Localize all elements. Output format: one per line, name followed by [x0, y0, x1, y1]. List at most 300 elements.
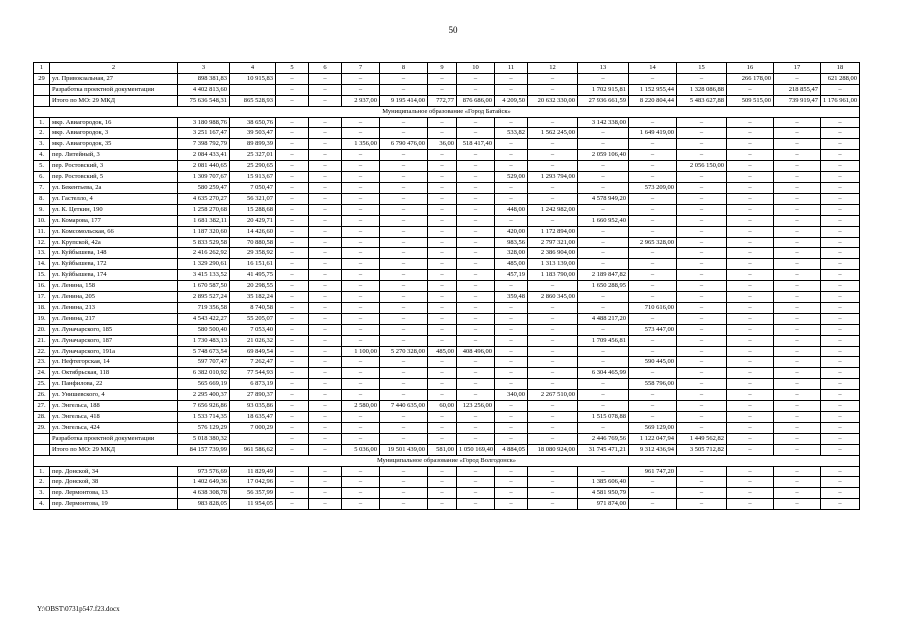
value-cell: 448,00	[495, 204, 528, 215]
value-cell: –	[342, 422, 380, 433]
value-cell: –	[677, 73, 727, 84]
value-cell: 1 385 606,40	[578, 477, 629, 488]
row-number-cell: 19.	[34, 313, 50, 324]
value-cell: –	[457, 281, 495, 292]
value-cell: –	[578, 357, 629, 368]
value-cell: –	[428, 270, 457, 281]
value-cell: –	[276, 161, 309, 172]
value-cell: –	[578, 161, 629, 172]
value-cell: –	[342, 466, 380, 477]
value-cell: –	[428, 422, 457, 433]
value-cell: –	[380, 281, 428, 292]
value-cell: 485,00	[495, 259, 528, 270]
address-cell: ул. Ленина, 158	[50, 281, 178, 292]
value-cell: –	[380, 324, 428, 335]
value-cell: –	[821, 248, 860, 259]
table-row	[34, 73, 860, 84]
value-cell: –	[774, 379, 821, 390]
value-cell: –	[727, 444, 774, 455]
value-cell: –	[774, 357, 821, 368]
value-cell: 565 669,19	[178, 379, 230, 390]
value-cell: 38 650,76	[230, 117, 276, 128]
value-cell: –	[309, 237, 342, 248]
value-cell: 898 381,83	[178, 73, 230, 84]
value-cell: 2 965 328,00	[629, 237, 677, 248]
value-cell: –	[380, 215, 428, 226]
address-cell: мкр. Авиагородок, 3	[50, 128, 178, 139]
value-cell: –	[677, 379, 727, 390]
value-cell: –	[342, 488, 380, 499]
column-number-cell: 14	[629, 63, 677, 74]
value-cell: –	[677, 292, 727, 303]
value-cell: 20 298,55	[230, 281, 276, 292]
value-cell: –	[309, 346, 342, 357]
table-row	[34, 182, 860, 193]
value-cell: –	[428, 357, 457, 368]
file-path-footer: Y:\OBST\0731p547.f23.docx	[37, 605, 120, 613]
value-cell: –	[457, 488, 495, 499]
value-cell: 2 056 150,00	[677, 161, 727, 172]
address-cell: пер. Ростовский, 5	[50, 172, 178, 183]
value-cell: –	[578, 259, 629, 270]
value-cell: –	[578, 324, 629, 335]
value-cell: 7 656 926,86	[178, 401, 230, 412]
table-row	[34, 139, 860, 150]
value-cell: –	[276, 73, 309, 84]
value-cell: –	[727, 379, 774, 390]
address-cell: Итого по МО: 29 МКД	[50, 444, 178, 455]
value-cell: –	[727, 128, 774, 139]
value-cell: –	[629, 270, 677, 281]
value-cell: –	[578, 204, 629, 215]
value-cell: –	[528, 346, 578, 357]
value-cell: –	[309, 128, 342, 139]
value-cell: –	[309, 95, 342, 106]
value-cell: 39 503,47	[230, 128, 276, 139]
value-cell: –	[727, 335, 774, 346]
value-cell: –	[578, 73, 629, 84]
value-cell: –	[428, 488, 457, 499]
value-cell: –	[727, 324, 774, 335]
value-cell: –	[821, 433, 860, 444]
value-cell: –	[495, 281, 528, 292]
value-cell: –	[428, 73, 457, 84]
value-cell: –	[342, 259, 380, 270]
value-cell: –	[677, 117, 727, 128]
value-cell: –	[578, 379, 629, 390]
value-cell: –	[821, 215, 860, 226]
value-cell: –	[276, 95, 309, 106]
value-cell: 2 937,00	[342, 95, 380, 106]
value-cell: –	[578, 139, 629, 150]
value-cell: 485,00	[428, 346, 457, 357]
value-cell: 8 220 804,44	[629, 95, 677, 106]
value-cell: –	[727, 281, 774, 292]
row-number-cell: 25.	[34, 379, 50, 390]
value-cell: –	[727, 237, 774, 248]
value-cell: 4 488 217,20	[578, 313, 629, 324]
value-cell: –	[495, 150, 528, 161]
value-cell: –	[629, 313, 677, 324]
value-cell: –	[677, 226, 727, 237]
value-cell: –	[457, 150, 495, 161]
value-cell: –	[528, 357, 578, 368]
value-cell: 1 100,00	[342, 346, 380, 357]
value-cell: –	[276, 204, 309, 215]
table-row	[34, 302, 860, 313]
value-cell: –	[821, 193, 860, 204]
value-cell: –	[774, 313, 821, 324]
value-cell: –	[629, 161, 677, 172]
table-row	[34, 161, 860, 172]
value-cell: –	[677, 412, 727, 423]
value-cell: –	[380, 84, 428, 95]
column-number-cell: 11	[495, 63, 528, 74]
value-cell: 2 895 527,24	[178, 292, 230, 303]
value-cell: 4 635 270,27	[178, 193, 230, 204]
value-cell: 2 081 440,65	[178, 161, 230, 172]
value-cell: –	[528, 73, 578, 84]
value-cell: 29 358,92	[230, 248, 276, 259]
value-cell: –	[276, 139, 309, 150]
value-cell: –	[774, 161, 821, 172]
value-cell: –	[309, 226, 342, 237]
row-number-cell: 9.	[34, 204, 50, 215]
value-cell: –	[821, 128, 860, 139]
value-cell: –	[774, 302, 821, 313]
value-cell: –	[428, 193, 457, 204]
address-cell: ул. Ленина, 217	[50, 313, 178, 324]
value-cell: –	[495, 368, 528, 379]
value-cell: –	[727, 292, 774, 303]
value-cell: –	[528, 84, 578, 95]
value-cell: –	[380, 379, 428, 390]
value-cell: –	[428, 390, 457, 401]
value-cell: 597 707,47	[178, 357, 230, 368]
value-cell: –	[457, 499, 495, 510]
row-number-cell: 7.	[34, 182, 50, 193]
value-cell: 4 543 422,27	[178, 313, 230, 324]
value-cell: 84 157 739,99	[178, 444, 230, 455]
address-cell: ул. Куйбышева, 172	[50, 259, 178, 270]
value-cell: –	[677, 139, 727, 150]
value-cell: 7 053,40	[230, 324, 276, 335]
value-cell: –	[342, 204, 380, 215]
value-cell: 56 321,07	[230, 193, 276, 204]
table-row	[34, 390, 860, 401]
column-number-cell: 17	[774, 63, 821, 74]
value-cell: –	[727, 248, 774, 259]
value-cell: 21 026,32	[230, 335, 276, 346]
value-cell: –	[457, 357, 495, 368]
value-cell: –	[495, 346, 528, 357]
value-cell: –	[528, 281, 578, 292]
value-cell: –	[677, 172, 727, 183]
address-cell: ул. Октябрьская, 118	[50, 368, 178, 379]
value-cell: –	[309, 117, 342, 128]
value-cell: 77 544,93	[230, 368, 276, 379]
value-cell: –	[821, 390, 860, 401]
address-cell: пер. Донской, 38	[50, 477, 178, 488]
value-cell: –	[528, 313, 578, 324]
row-number-cell	[34, 444, 50, 455]
value-cell: –	[821, 357, 860, 368]
value-cell: 573 447,00	[629, 324, 677, 335]
address-cell: ул. Крупской, 42а	[50, 237, 178, 248]
value-cell: –	[821, 204, 860, 215]
value-cell: 1 152 955,44	[629, 84, 677, 95]
value-cell: –	[457, 84, 495, 95]
value-cell: 41 495,75	[230, 270, 276, 281]
value-cell: –	[727, 84, 774, 95]
column-number-cell: 16	[727, 63, 774, 74]
address-cell: пер. Литейный, 3	[50, 150, 178, 161]
value-cell: –	[578, 248, 629, 259]
value-cell: 973 576,69	[178, 466, 230, 477]
value-cell: 4 578 949,20	[578, 193, 629, 204]
value-cell: –	[528, 139, 578, 150]
value-cell: 4 209,50	[495, 95, 528, 106]
value-cell: –	[276, 346, 309, 357]
address-cell: ул. Энгельса, 424	[50, 422, 178, 433]
value-cell: 7 000,29	[230, 422, 276, 433]
address-cell: ул. Энгельса, 188	[50, 401, 178, 412]
value-cell: –	[457, 422, 495, 433]
value-cell: –	[528, 182, 578, 193]
row-number-cell	[34, 95, 50, 106]
value-cell: 590 445,00	[629, 357, 677, 368]
value-cell: –	[629, 390, 677, 401]
table-row	[34, 433, 860, 444]
table-row	[34, 412, 860, 423]
value-cell: –	[457, 237, 495, 248]
table-row	[34, 477, 860, 488]
value-cell: –	[342, 357, 380, 368]
column-number-cell: 4	[230, 63, 276, 74]
value-cell: –	[821, 139, 860, 150]
value-cell: –	[495, 215, 528, 226]
value-cell: 75 636 548,31	[178, 95, 230, 106]
value-cell: –	[309, 488, 342, 499]
value-cell: –	[528, 412, 578, 423]
value-cell: –	[428, 237, 457, 248]
value-cell: –	[276, 390, 309, 401]
address-cell: мкр. Авиагородок, 16	[50, 117, 178, 128]
value-cell: –	[276, 215, 309, 226]
value-cell: –	[428, 117, 457, 128]
value-cell	[230, 433, 276, 444]
value-cell: –	[309, 281, 342, 292]
row-number-cell: 29	[34, 73, 50, 84]
value-cell: –	[528, 161, 578, 172]
value-cell: 10 915,83	[230, 73, 276, 84]
value-cell: –	[309, 215, 342, 226]
value-cell: –	[342, 182, 380, 193]
value-cell: 70 880,58	[230, 237, 276, 248]
value-cell: 35 182,24	[230, 292, 276, 303]
value-cell: –	[727, 422, 774, 433]
value-cell: 266 178,00	[727, 73, 774, 84]
value-cell: –	[309, 357, 342, 368]
value-cell: –	[380, 335, 428, 346]
value-cell: 1 309 707,67	[178, 172, 230, 183]
value-cell: –	[342, 390, 380, 401]
value-cell: –	[276, 422, 309, 433]
table-row	[34, 499, 860, 510]
value-cell: –	[380, 259, 428, 270]
value-cell: –	[774, 292, 821, 303]
address-cell: Разработка проектной документации	[50, 84, 178, 95]
value-cell: –	[309, 193, 342, 204]
row-number-cell: 15.	[34, 270, 50, 281]
row-number-cell: 26.	[34, 390, 50, 401]
value-cell: –	[727, 226, 774, 237]
value-cell: 15 288,68	[230, 204, 276, 215]
row-number-cell: 6.	[34, 172, 50, 183]
value-cell: –	[495, 324, 528, 335]
value-cell: –	[774, 193, 821, 204]
table-row	[34, 204, 860, 215]
value-cell: –	[342, 84, 380, 95]
value-cell: –	[457, 204, 495, 215]
value-cell: –	[276, 259, 309, 270]
value-cell: –	[380, 499, 428, 510]
column-number-cell: 5	[276, 63, 309, 74]
value-cell: –	[629, 335, 677, 346]
value-cell: –	[276, 150, 309, 161]
value-cell: –	[727, 313, 774, 324]
value-cell: 5 036,00	[342, 444, 380, 455]
value-cell: –	[821, 346, 860, 357]
value-cell: 2 386 904,00	[528, 248, 578, 259]
value-cell: –	[528, 215, 578, 226]
value-cell: –	[578, 172, 629, 183]
value-cell: –	[309, 270, 342, 281]
value-cell: 2 797 321,00	[528, 237, 578, 248]
value-cell: –	[578, 390, 629, 401]
value-cell: –	[774, 412, 821, 423]
address-cell: ул. Куйбышева, 174	[50, 270, 178, 281]
value-cell: –	[428, 368, 457, 379]
value-cell: –	[342, 161, 380, 172]
value-cell: –	[380, 466, 428, 477]
address-cell: ул. Бекентьева, 2а	[50, 182, 178, 193]
row-number-cell: 12.	[34, 237, 50, 248]
value-cell: 3 251 167,47	[178, 128, 230, 139]
value-cell: –	[629, 73, 677, 84]
value-cell: –	[380, 150, 428, 161]
value-cell: –	[727, 193, 774, 204]
value-cell: –	[774, 226, 821, 237]
value-cell: –	[821, 379, 860, 390]
value-cell: 1 050 169,40	[457, 444, 495, 455]
value-cell: –	[629, 172, 677, 183]
value-cell: 11 829,49	[230, 466, 276, 477]
value-cell: –	[457, 161, 495, 172]
address-cell: ул. Нефтегорская, 14	[50, 357, 178, 368]
column-number-cell: 1	[34, 63, 50, 74]
value-cell: –	[276, 226, 309, 237]
value-cell: –	[774, 324, 821, 335]
value-cell: 4 638 308,78	[178, 488, 230, 499]
value-cell: 340,00	[495, 390, 528, 401]
section-heading-row	[34, 455, 860, 466]
value-cell: –	[677, 128, 727, 139]
value-cell: 4 884,05	[495, 444, 528, 455]
value-cell: –	[821, 477, 860, 488]
value-cell: –	[727, 401, 774, 412]
table-row	[34, 172, 860, 183]
value-cell: –	[774, 281, 821, 292]
value-cell: –	[428, 302, 457, 313]
value-cell: –	[578, 226, 629, 237]
value-cell: 18 635,47	[230, 412, 276, 423]
row-number-cell: 5.	[34, 161, 50, 172]
value-cell: –	[578, 292, 629, 303]
value-cell: –	[677, 248, 727, 259]
value-cell: –	[380, 390, 428, 401]
value-cell	[230, 84, 276, 95]
row-number-cell: 4.	[34, 499, 50, 510]
value-cell: –	[629, 488, 677, 499]
value-cell: 1 449 562,82	[677, 433, 727, 444]
value-cell: 1 313 139,00	[528, 259, 578, 270]
value-cell: –	[677, 335, 727, 346]
value-cell: –	[727, 150, 774, 161]
value-cell: –	[821, 466, 860, 477]
value-cell: –	[428, 259, 457, 270]
column-number-cell: 12	[528, 63, 578, 74]
value-cell: 31 745 471,21	[578, 444, 629, 455]
value-cell: –	[457, 292, 495, 303]
value-cell: 2 860 345,00	[528, 292, 578, 303]
value-cell: –	[727, 412, 774, 423]
value-cell: –	[629, 346, 677, 357]
value-cell: –	[629, 259, 677, 270]
value-cell: –	[309, 433, 342, 444]
value-cell: 509 515,00	[727, 95, 774, 106]
section-heading-row	[34, 106, 860, 117]
value-cell: –	[774, 444, 821, 455]
value-cell: –	[774, 248, 821, 259]
value-cell: –	[727, 346, 774, 357]
value-cell: 7 262,47	[230, 357, 276, 368]
value-cell: –	[821, 161, 860, 172]
value-cell: 1 242 982,00	[528, 204, 578, 215]
value-cell: 2 580,00	[342, 401, 380, 412]
value-cell: –	[629, 368, 677, 379]
table-row	[34, 248, 860, 259]
value-cell: –	[309, 412, 342, 423]
value-cell: 9 195 414,00	[380, 95, 428, 106]
value-cell: 1 709 456,81	[578, 335, 629, 346]
value-cell: –	[774, 477, 821, 488]
value-cell: –	[578, 422, 629, 433]
value-cell: –	[495, 117, 528, 128]
value-cell: –	[677, 324, 727, 335]
value-cell: –	[495, 488, 528, 499]
value-cell: –	[727, 215, 774, 226]
value-cell: –	[677, 313, 727, 324]
section-heading: Муниципальное образование «Город Батайск»	[34, 106, 860, 117]
value-cell: –	[774, 204, 821, 215]
value-cell: 1 183 790,00	[528, 270, 578, 281]
row-number-cell: 3.	[34, 488, 50, 499]
value-cell: 20 429,71	[230, 215, 276, 226]
value-cell: –	[276, 281, 309, 292]
value-cell: –	[677, 401, 727, 412]
value-cell: –	[276, 433, 309, 444]
